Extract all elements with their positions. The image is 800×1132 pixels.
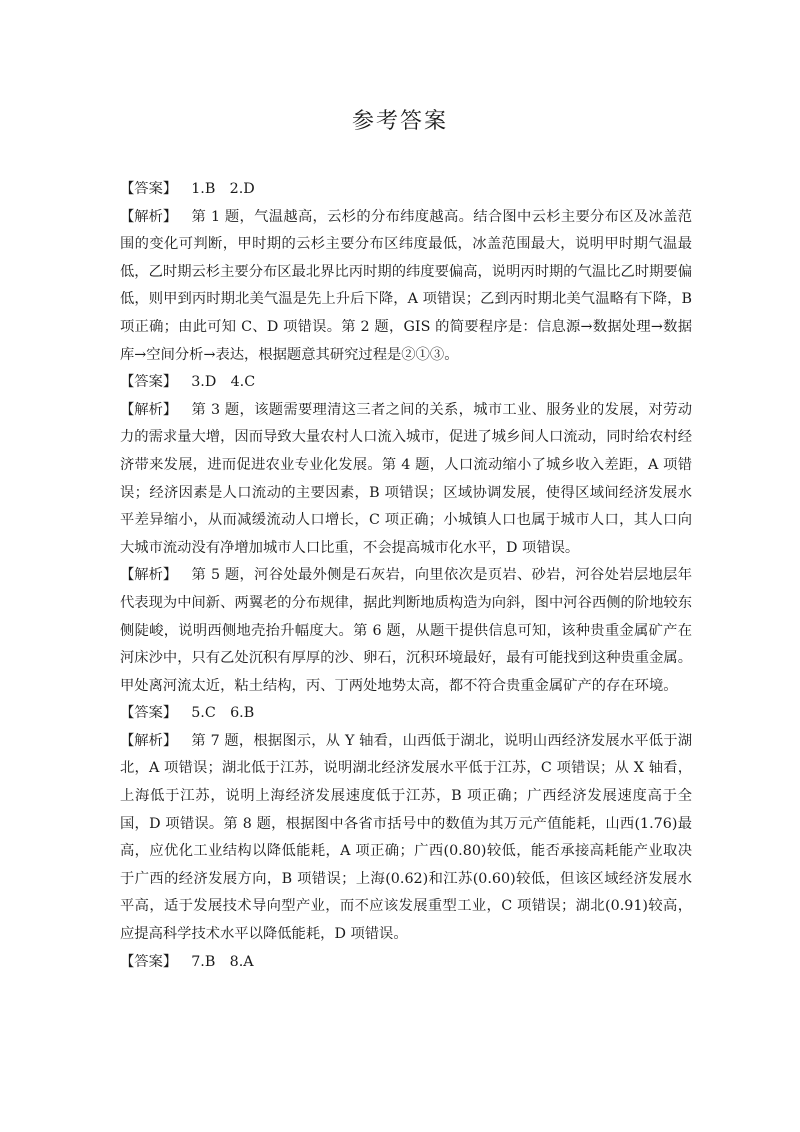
- analysis-block-3: [120, 562, 692, 700]
- analysis-tag: 【解析】: [120, 732, 178, 749]
- answer-text: 7.B 8.A: [191, 953, 254, 970]
- answer-block-1: [120, 176, 692, 204]
- answer-tag: 【答案】: [120, 953, 178, 970]
- analysis-block-1: [120, 204, 692, 370]
- answer-tag: 【答案】: [120, 705, 178, 722]
- answer-block-3: [120, 700, 692, 728]
- answer-tag: 【答案】: [120, 181, 178, 197]
- analysis-text: 第 3 题，该题需要理清这三者之间的关系，城市工业、服务业的发展，对劳动力的需求量大增，因而导致大量农村人口流入城市，促进了城乡间人口流动，同时给农村经济带来发展，进而促进农业专业化发展。第 4 题，人口流动缩小了城乡收入差距，A 项错误；经济因素是人口流动的主要因素，B 项错误；区域协调发展，使得区域间经济发展水平差异缩小，从而减缓流动人口增长，C 项正确；小城镇人口也属于城市人口，其人口向大城市流动没有净增加城市人口比重，不会提高城市化水平，D 项错误。: [120, 401, 692, 556]
- analysis-text: 第 5 题，河谷处最外侧是石灰岩，向里依次是页岩、砂岩，河谷处岩层地层年代表现为中间新、两翼老的分布规律，据此判断地质构造为向斜，图中河谷西侧的阶地较东侧陡峻，说明西侧地壳抬升幅度大。第 6 题，从题干提供信息可知，该种贵重金属矿产在河床沙中，只有乙处沉积有厚厚的沙、卵石，沉积环境最好，最有可能找到这种贵重金属。甲处离河流太近，粘土结构，丙、丁两处地势太高，都不符合贵重金属矿产的存在环境。: [120, 567, 692, 694]
- answer-block-4: [120, 949, 692, 977]
- analysis-tag: 【解析】: [120, 208, 178, 225]
- answer-text: 5.C 6.B: [191, 705, 255, 722]
- analysis-tag: 【解析】: [120, 401, 178, 418]
- answer-key-body: [120, 176, 692, 976]
- answer-text: 1.B 2.D: [191, 181, 255, 197]
- analysis-block-2: [120, 397, 692, 563]
- answer-text: 3.D 4.C: [191, 374, 256, 391]
- analysis-text: 第 7 题，根据图示，从 Y 轴看，山西低于湖北，说明山西经济发展水平低于湖北，A 项错误；湖北低于江苏，说明湖北经济发展水平低于江苏，C 项错误；从 X 轴看，上海低于江苏，说明上海经济发展速度低于江苏，B 项正确；广西经济发展速度高于全国，D 项错误。第 8 题，根据图中各省市括号中的数值为其万元产值能耗，山西(1.76)最高，应优化工业结构以降低能耗，A 项正确；广西(0.80)较低，能否承接高耗能产业取决于广西的经济发展方向，B 项错误；上海(0.62)和江苏(0.60)较低，但该区域经济发展水平高，适于发展技术导向型产业，而不应该发展重型工业，C 项错误；湖北(0.91)较高，应提高科学技术水平以降低能耗，D 项错误。: [120, 732, 692, 943]
- analysis-text: 第 1 题，气温越高，云杉的分布纬度越高。结合图中云杉主要分布区及冰盖范围的变化可判断，甲时期的云杉主要分布区纬度最低，冰盖范围最大，说明甲时期气温最低，乙时期云杉主要分布区最北界比丙时期的纬度要偏高，说明丙时期的气温比乙时期要偏低，则甲到丙时期北美气温是先上升后下降，A 项错误；乙到丙时期北美气温略有下降，B 项正确；由此可知 C、D 项错误。第 2 题，GIS 的简要程序是：信息源→数据处理→数据库→空间分析→表达，根据题意其研究过程是②①③。: [120, 208, 692, 363]
- analysis-block-4: [120, 728, 692, 949]
- answer-block-2: [120, 369, 692, 397]
- analysis-tag: 【解析】: [120, 567, 178, 584]
- answer-tag: 【答案】: [120, 374, 178, 391]
- page-title: 参考答案: [351, 109, 448, 134]
